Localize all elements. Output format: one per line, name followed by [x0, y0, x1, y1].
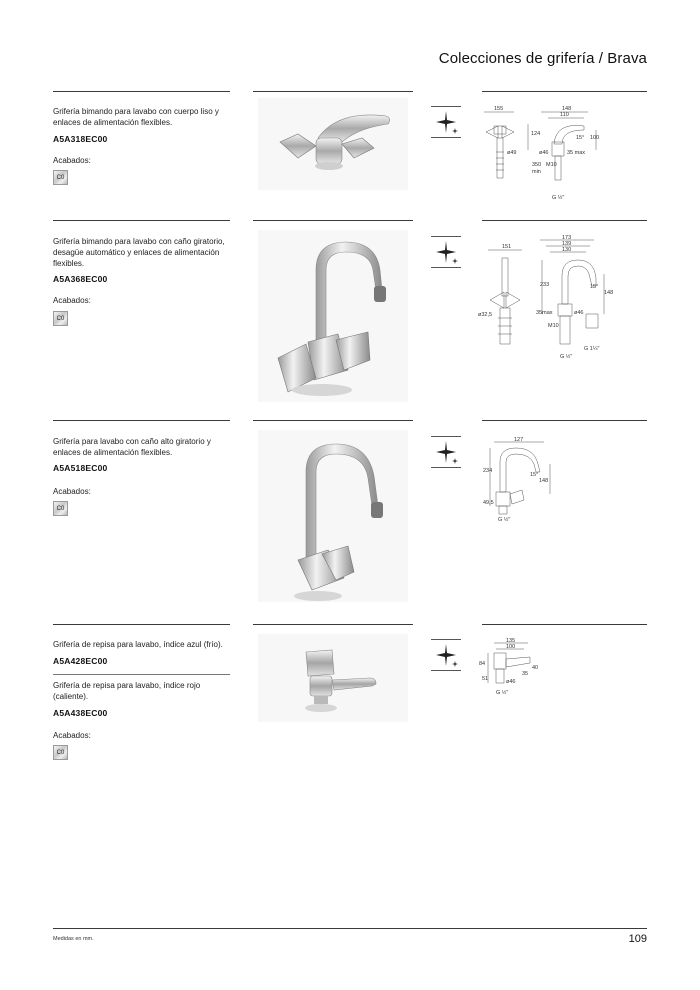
section-rule — [253, 624, 413, 625]
product-code: A5A518EC00 — [53, 463, 108, 473]
page-number: 109 — [628, 933, 647, 945]
sparkle-icon — [431, 237, 461, 267]
dimension-label: 15° — [530, 472, 539, 478]
dimension-label: 135 — [506, 638, 516, 644]
product-description: Grifería de repisa para lavabo, índice rojo (caliente). — [53, 681, 201, 701]
product-photo — [258, 634, 408, 722]
dimension-label: 233 — [540, 282, 550, 288]
dimension-label: 84 — [479, 661, 486, 667]
section-rule — [53, 624, 230, 625]
dimension-label: G ½" — [560, 354, 573, 360]
product-photo — [258, 430, 408, 602]
dimension-label: G ½" — [498, 517, 511, 523]
product-description: Grifería para lavabo con caño alto giratorio y enlaces de alimentación flexibles. — [53, 437, 211, 457]
dimension-label: 35 — [522, 671, 529, 677]
finishes-label: Acabados: — [53, 487, 91, 496]
dimension-label: 51 — [482, 676, 489, 682]
dimension-label: 139 — [562, 241, 572, 247]
dimension-label: 124 — [531, 131, 541, 137]
dimension-label: 148 — [539, 478, 549, 484]
dimension-label: 15° — [576, 135, 585, 141]
dimension-label: 100 — [590, 135, 600, 141]
dimension-label: ø49 — [507, 150, 517, 156]
dimension-label: ø46 — [506, 679, 516, 685]
finish-swatch: C0 — [53, 501, 68, 516]
sub-rule — [53, 674, 230, 675]
dimension-label: ø46 — [539, 150, 549, 156]
dimension-label: 35 max — [567, 150, 586, 156]
sparkle-icon — [431, 437, 461, 467]
section-rule — [53, 220, 230, 221]
technical-drawing — [476, 234, 616, 364]
product-code: A5A428EC00 — [53, 656, 108, 666]
section-rule — [253, 220, 413, 221]
dimension-label: 173 — [562, 235, 572, 241]
dimension-label: 151 — [502, 244, 512, 250]
finish-swatch: C0 — [53, 745, 68, 760]
dimension-label: M10 — [546, 162, 557, 168]
dimension-label: 15° — [590, 284, 599, 290]
finishes-label: Acabados: — [53, 731, 91, 740]
finishes-label: Acabados: — [53, 296, 91, 305]
section-rule — [53, 91, 230, 92]
sparkle-symbol-box — [431, 436, 461, 468]
product-photo — [258, 230, 408, 402]
technical-drawing — [476, 637, 546, 699]
finishes-label: Acabados: — [53, 156, 91, 165]
dimension-label: 155 — [494, 106, 504, 112]
section-rule — [482, 91, 647, 92]
section-rule — [482, 420, 647, 421]
dimension-label: G ½" — [496, 690, 509, 696]
product-description: Grifería bimando para lavabo con cuerpo liso y enlaces de alimentación flexibles. — [53, 107, 219, 127]
dimension-label: 127 — [514, 437, 524, 443]
section-rule — [253, 420, 413, 421]
section-rule — [253, 91, 413, 92]
section-rule — [482, 220, 647, 221]
dimension-label: ø32,5 — [478, 312, 493, 318]
dimension-label: ø46 — [574, 310, 584, 316]
footer-note: Medidas en mm. — [53, 936, 94, 942]
dimension-label: 148 — [562, 106, 572, 112]
dimension-label: 130 — [562, 247, 572, 253]
finish-swatch: C0 — [53, 311, 68, 326]
dimension-label: 100 — [506, 644, 516, 650]
dimension-label: G ½" — [552, 195, 565, 201]
product-code: A5A438EC00 — [53, 708, 108, 718]
product-code: A5A318EC00 — [53, 134, 108, 144]
dimension-label: G 1¼" — [584, 346, 600, 352]
sparkle-icon — [431, 107, 461, 137]
product-photo — [258, 98, 408, 190]
dimension-label: 234 — [483, 468, 493, 474]
dimension-label: M10 — [548, 323, 559, 329]
page-title: Colecciones de grifería / Brava — [438, 50, 647, 67]
technical-drawing — [476, 104, 606, 204]
dimension-label: 148 — [604, 290, 614, 296]
dimension-label: 35max — [536, 310, 553, 316]
dimension-label: 40 — [532, 665, 539, 671]
sparkle-icon — [431, 640, 461, 670]
finish-swatch: C0 — [53, 170, 68, 185]
dimension-label: 350 — [532, 162, 542, 168]
product-description: Grifería de repisa para lavabo, índice azul (frío). — [53, 640, 223, 649]
technical-drawing — [476, 434, 566, 524]
sparkle-symbol-box — [431, 639, 461, 671]
section-rule — [482, 624, 647, 625]
dimension-label: min — [532, 169, 541, 175]
sparkle-symbol-box — [431, 106, 461, 138]
dimension-label: 110 — [560, 112, 569, 118]
product-description: Grifería bimando para lavabo con caño giratorio, desagüe automático y enlaces de alimentación flexibles. — [53, 237, 225, 268]
dimension-label: 49,5 — [483, 500, 494, 506]
sparkle-symbol-box — [431, 236, 461, 268]
section-rule — [53, 420, 230, 421]
product-code: A5A368EC00 — [53, 274, 108, 284]
footer-rule — [53, 928, 647, 929]
